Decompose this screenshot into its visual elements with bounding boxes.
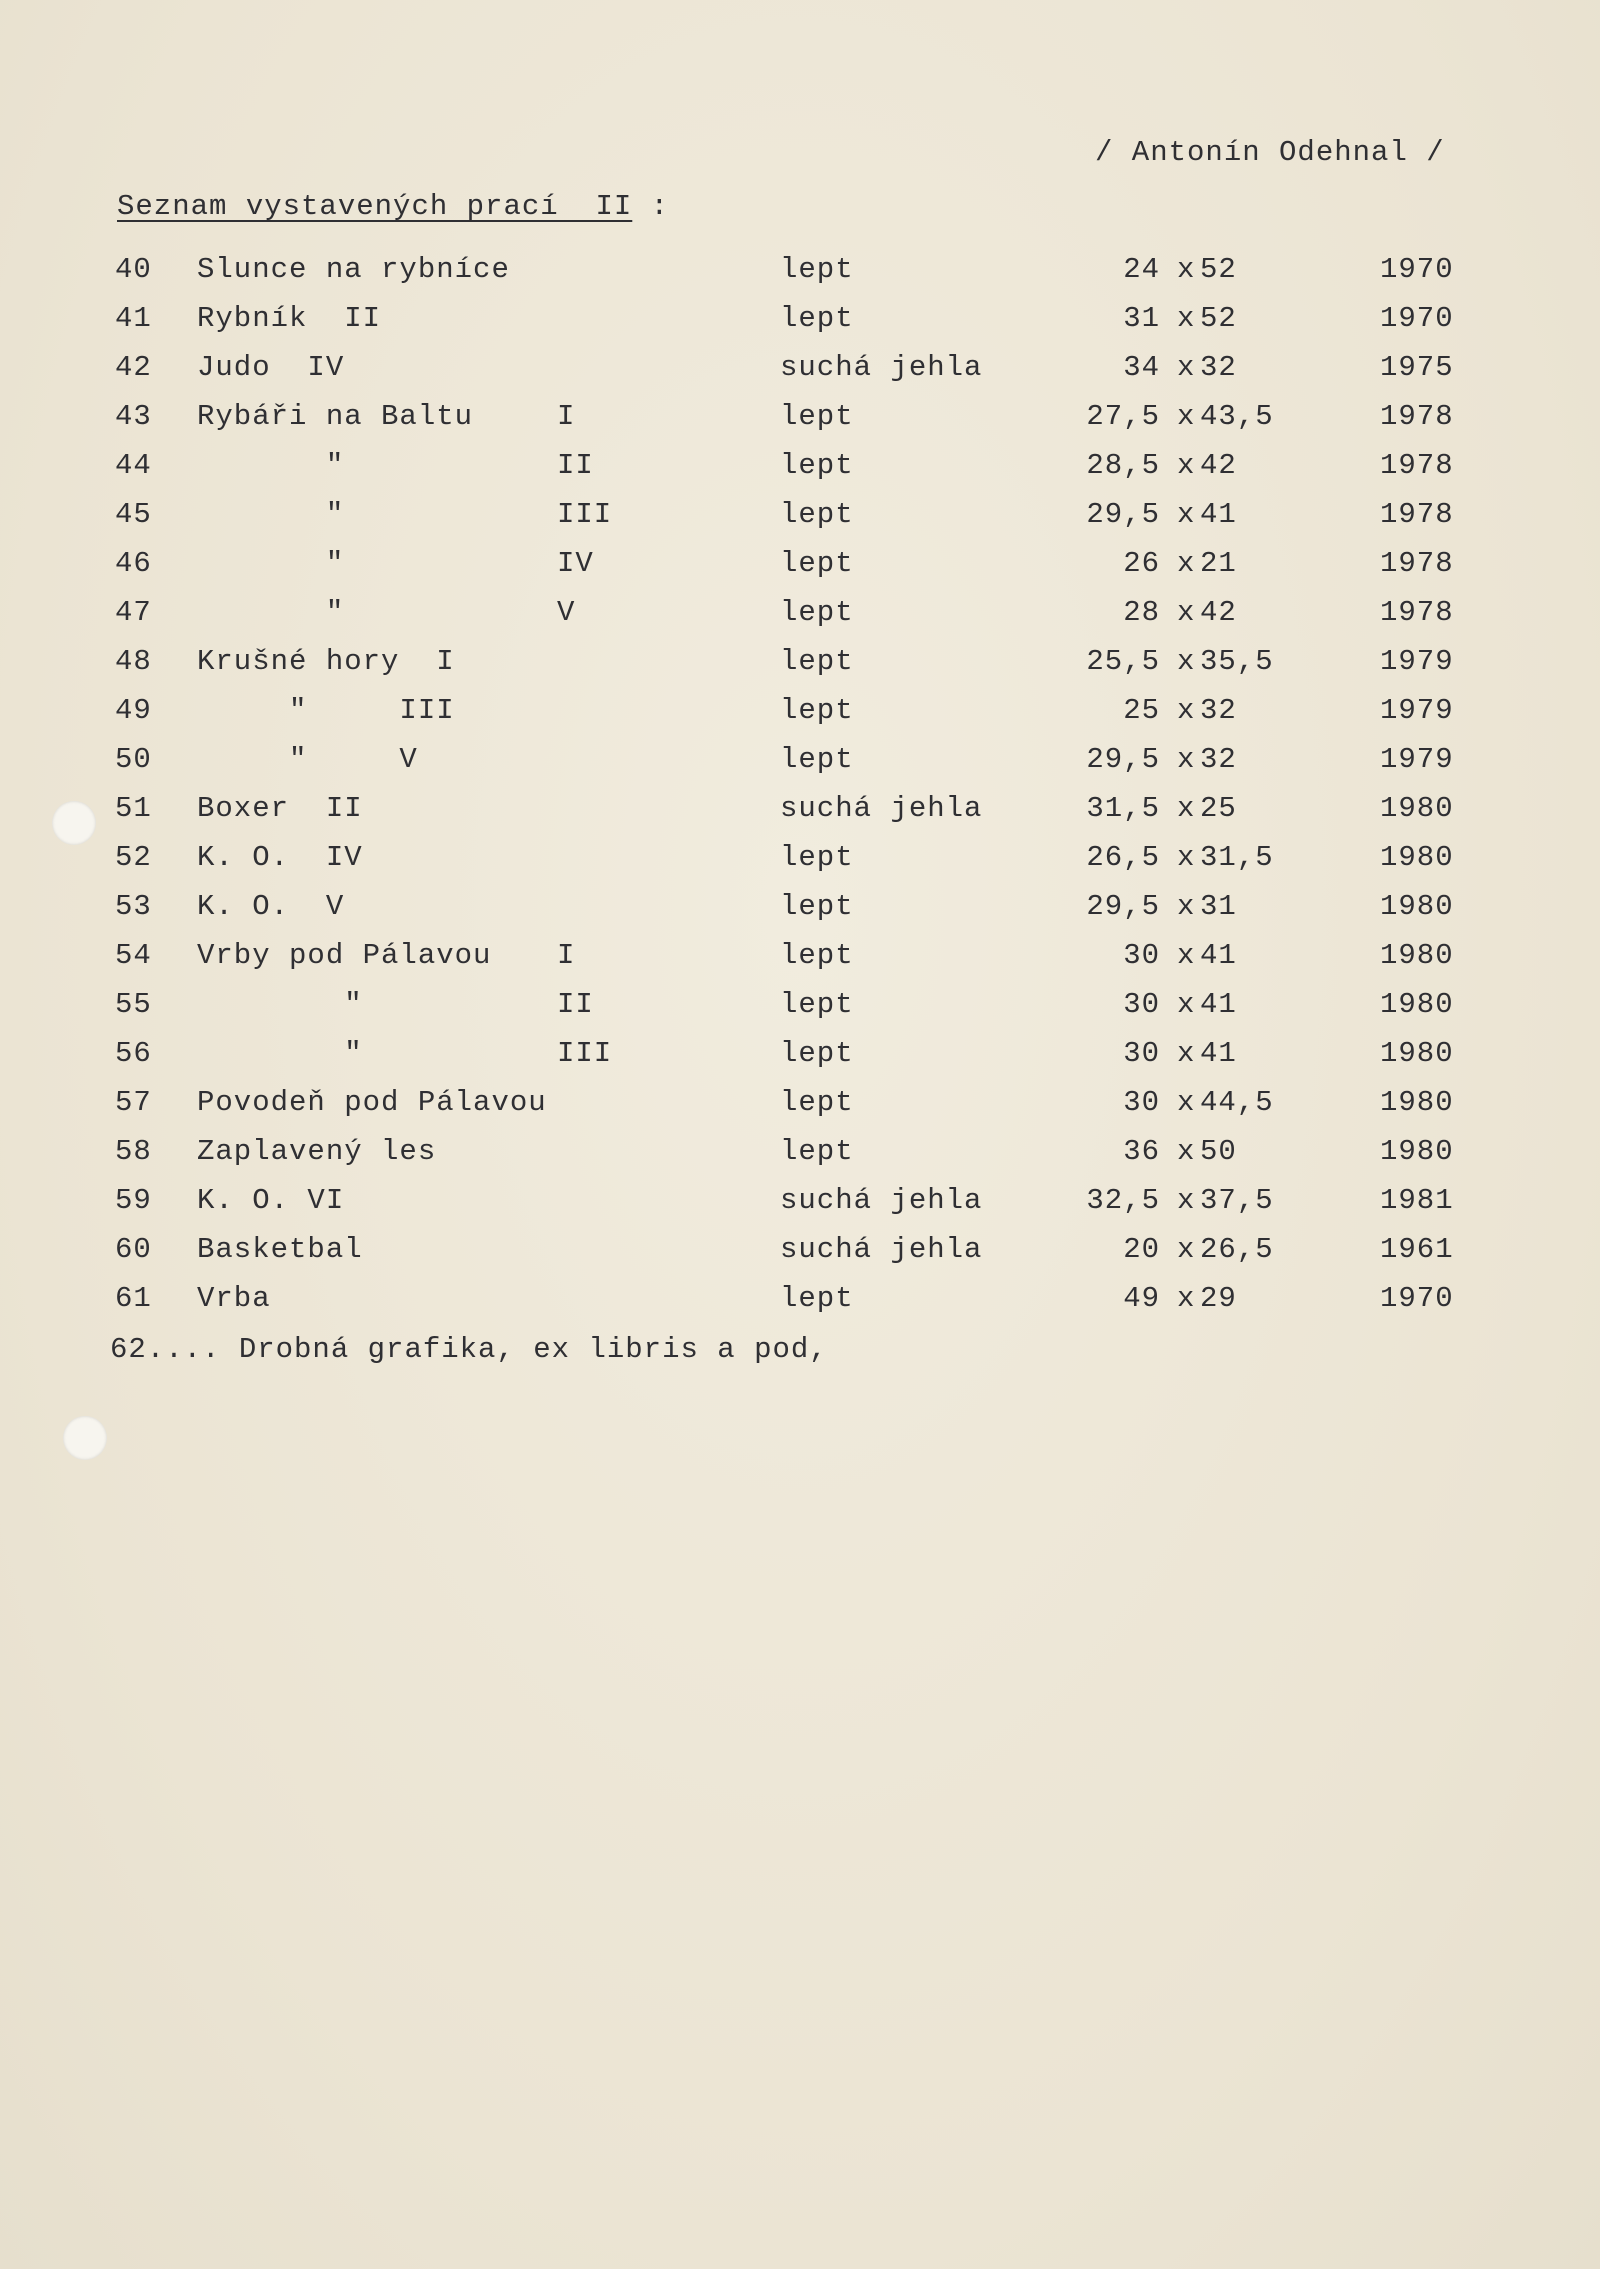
list-item — [0, 645, 1600, 685]
list-item — [0, 1282, 1600, 1322]
item-number: 50 — [115, 743, 152, 776]
item-dimension-separator: x — [1177, 253, 1196, 286]
item-width: 28 — [1123, 596, 1160, 629]
item-title: " V — [197, 743, 418, 776]
item-number: 44 — [115, 449, 152, 482]
item-height: 52 — [1200, 253, 1237, 286]
item-technique: lept — [780, 253, 854, 286]
item-part: I — [557, 400, 576, 433]
item-year: 1978 — [1380, 400, 1454, 433]
item-number: 54 — [115, 939, 152, 972]
item-dimension-separator: x — [1177, 596, 1196, 629]
item-height: 37,5 — [1200, 1184, 1274, 1217]
list-heading-suffix: : — [632, 190, 670, 223]
item-width: 29,5 — [1086, 743, 1160, 776]
item-height: 41 — [1200, 939, 1237, 972]
item-title: K. O. VI — [197, 1184, 345, 1217]
item-technique: lept — [780, 939, 854, 972]
item-number: 60 — [115, 1233, 152, 1266]
item-dimension-separator: x — [1177, 302, 1196, 335]
item-height: 25 — [1200, 792, 1237, 825]
item-title: " — [197, 1037, 363, 1070]
item-year: 1961 — [1380, 1233, 1454, 1266]
item-year: 1980 — [1380, 1086, 1454, 1119]
item-title: Rybáři na Baltu — [197, 400, 474, 433]
item-part: I — [557, 939, 576, 972]
author-name: / Antonín Odehnal / — [1095, 136, 1445, 169]
item-height: 43,5 — [1200, 400, 1274, 433]
item-height: 41 — [1200, 1037, 1237, 1070]
item-number: 46 — [115, 547, 152, 580]
list-item — [0, 302, 1600, 342]
item-year: 1978 — [1380, 498, 1454, 531]
item-width: 26,5 — [1086, 841, 1160, 874]
item-title: " — [197, 596, 345, 629]
item-dimension-separator: x — [1177, 400, 1196, 433]
item-width: 49 — [1123, 1282, 1160, 1315]
list-item — [0, 890, 1600, 930]
item-width: 32,5 — [1086, 1184, 1160, 1217]
item-height: 21 — [1200, 547, 1237, 580]
item-dimension-separator: x — [1177, 841, 1196, 874]
item-technique: suchá jehla — [780, 792, 983, 825]
item-part: II — [557, 449, 594, 482]
item-technique: lept — [780, 1086, 854, 1119]
item-year: 1975 — [1380, 351, 1454, 384]
item-technique: lept — [780, 596, 854, 629]
list-heading-title: Seznam vystavených prací II — [117, 190, 633, 223]
item-title: Rybník II — [197, 302, 382, 335]
item-number: 41 — [115, 302, 152, 335]
item-dimension-separator: x — [1177, 1037, 1196, 1070]
item-dimension-separator: x — [1177, 694, 1196, 727]
item-technique: lept — [780, 1282, 854, 1315]
item-width: 20 — [1123, 1233, 1160, 1266]
item-year: 1978 — [1380, 449, 1454, 482]
item-height: 41 — [1200, 988, 1237, 1021]
item-width: 25,5 — [1086, 645, 1160, 678]
list-heading — [117, 190, 669, 223]
item-part: II — [557, 988, 594, 1021]
item-title: Zaplavený les — [197, 1135, 437, 1168]
item-width: 28,5 — [1086, 449, 1160, 482]
item-title: " — [197, 498, 345, 531]
list-footer-note: 62.... Drobná grafika, ex libris a pod, — [110, 1333, 828, 1366]
list-item — [0, 694, 1600, 734]
item-width: 29,5 — [1086, 890, 1160, 923]
item-height: 31 — [1200, 890, 1237, 923]
item-height: 50 — [1200, 1135, 1237, 1168]
item-title: " — [197, 988, 363, 1021]
list-item — [0, 792, 1600, 832]
item-width: 34 — [1123, 351, 1160, 384]
item-number: 49 — [115, 694, 152, 727]
item-title: " III — [197, 694, 455, 727]
item-technique: lept — [780, 1037, 854, 1070]
item-part: V — [557, 596, 576, 629]
item-title: Povodeň pod Pálavou — [197, 1086, 547, 1119]
item-title: " — [197, 547, 345, 580]
item-number: 57 — [115, 1086, 152, 1119]
item-title: Vrby pod Pálavou — [197, 939, 492, 972]
item-number: 42 — [115, 351, 152, 384]
item-height: 52 — [1200, 302, 1237, 335]
item-year: 1980 — [1380, 1037, 1454, 1070]
item-technique: lept — [780, 743, 854, 776]
item-technique: lept — [780, 841, 854, 874]
item-technique: lept — [780, 302, 854, 335]
item-dimension-separator: x — [1177, 792, 1196, 825]
item-number: 61 — [115, 1282, 152, 1315]
list-item — [0, 1037, 1600, 1077]
item-title: Judo IV — [197, 351, 345, 384]
item-width: 30 — [1123, 939, 1160, 972]
item-year: 1978 — [1380, 547, 1454, 580]
item-title: K. O. IV — [197, 841, 363, 874]
item-number: 56 — [115, 1037, 152, 1070]
item-year: 1970 — [1380, 1282, 1454, 1315]
item-width: 24 — [1123, 253, 1160, 286]
item-year: 1978 — [1380, 596, 1454, 629]
item-title: Vrba — [197, 1282, 271, 1315]
item-width: 26 — [1123, 547, 1160, 580]
item-width: 30 — [1123, 988, 1160, 1021]
item-number: 43 — [115, 400, 152, 433]
item-height: 41 — [1200, 498, 1237, 531]
item-title: Basketbal — [197, 1233, 363, 1266]
item-number: 48 — [115, 645, 152, 678]
item-dimension-separator: x — [1177, 1086, 1196, 1119]
item-year: 1980 — [1380, 841, 1454, 874]
list-item — [0, 841, 1600, 881]
item-technique: lept — [780, 1135, 854, 1168]
item-year: 1979 — [1380, 645, 1454, 678]
item-title: Krušné hory I — [197, 645, 455, 678]
item-year: 1980 — [1380, 988, 1454, 1021]
list-item — [0, 743, 1600, 783]
list-item — [0, 253, 1600, 293]
item-part: III — [557, 498, 613, 531]
item-height: 31,5 — [1200, 841, 1274, 874]
item-width: 25 — [1123, 694, 1160, 727]
item-technique: lept — [780, 694, 854, 727]
item-number: 58 — [115, 1135, 152, 1168]
list-item — [0, 988, 1600, 1028]
list-item — [0, 351, 1600, 391]
item-number: 59 — [115, 1184, 152, 1217]
item-width: 30 — [1123, 1086, 1160, 1119]
item-part: III — [557, 1037, 613, 1070]
item-technique: lept — [780, 449, 854, 482]
item-dimension-separator: x — [1177, 1135, 1196, 1168]
list-item — [0, 1184, 1600, 1224]
item-height: 29 — [1200, 1282, 1237, 1315]
item-dimension-separator: x — [1177, 645, 1196, 678]
item-height: 32 — [1200, 351, 1237, 384]
item-technique: lept — [780, 890, 854, 923]
item-number: 53 — [115, 890, 152, 923]
item-year: 1980 — [1380, 792, 1454, 825]
item-title: K. O. V — [197, 890, 345, 923]
list-item — [0, 498, 1600, 538]
item-year: 1970 — [1380, 302, 1454, 335]
item-height: 32 — [1200, 743, 1237, 776]
item-title: Boxer II — [197, 792, 363, 825]
item-dimension-separator: x — [1177, 890, 1196, 923]
item-technique: lept — [780, 547, 854, 580]
item-height: 42 — [1200, 596, 1237, 629]
list-item — [0, 400, 1600, 440]
item-year: 1979 — [1380, 694, 1454, 727]
item-height: 44,5 — [1200, 1086, 1274, 1119]
item-number: 47 — [115, 596, 152, 629]
item-year: 1980 — [1380, 939, 1454, 972]
list-item — [0, 1135, 1600, 1175]
item-year: 1981 — [1380, 1184, 1454, 1217]
item-width: 27,5 — [1086, 400, 1160, 433]
item-width: 36 — [1123, 1135, 1160, 1168]
item-dimension-separator: x — [1177, 988, 1196, 1021]
item-year: 1970 — [1380, 253, 1454, 286]
item-technique: suchá jehla — [780, 351, 983, 384]
item-title: " — [197, 449, 345, 482]
item-dimension-separator: x — [1177, 449, 1196, 482]
item-technique: suchá jehla — [780, 1233, 983, 1266]
list-item — [0, 1233, 1600, 1273]
item-technique: suchá jehla — [780, 1184, 983, 1217]
item-dimension-separator: x — [1177, 498, 1196, 531]
item-title: Slunce na rybníce — [197, 253, 510, 286]
item-width: 31 — [1123, 302, 1160, 335]
item-year: 1979 — [1380, 743, 1454, 776]
punch-hole — [63, 1416, 107, 1460]
item-height: 26,5 — [1200, 1233, 1274, 1266]
item-dimension-separator: x — [1177, 351, 1196, 384]
item-dimension-separator: x — [1177, 743, 1196, 776]
item-dimension-separator: x — [1177, 939, 1196, 972]
item-width: 29,5 — [1086, 498, 1160, 531]
item-technique: lept — [780, 498, 854, 531]
item-number: 51 — [115, 792, 152, 825]
item-number: 55 — [115, 988, 152, 1021]
item-part: IV — [557, 547, 594, 580]
list-item — [0, 1086, 1600, 1126]
list-item — [0, 449, 1600, 489]
list-item — [0, 596, 1600, 636]
item-year: 1980 — [1380, 890, 1454, 923]
item-technique: lept — [780, 645, 854, 678]
item-number: 45 — [115, 498, 152, 531]
item-technique: lept — [780, 400, 854, 433]
item-number: 40 — [115, 253, 152, 286]
item-height: 42 — [1200, 449, 1237, 482]
item-technique: lept — [780, 988, 854, 1021]
item-height: 35,5 — [1200, 645, 1274, 678]
item-year: 1980 — [1380, 1135, 1454, 1168]
item-width: 30 — [1123, 1037, 1160, 1070]
list-item — [0, 939, 1600, 979]
item-width: 31,5 — [1086, 792, 1160, 825]
item-number: 52 — [115, 841, 152, 874]
item-dimension-separator: x — [1177, 1184, 1196, 1217]
list-item — [0, 547, 1600, 587]
item-dimension-separator: x — [1177, 547, 1196, 580]
item-dimension-separator: x — [1177, 1282, 1196, 1315]
item-height: 32 — [1200, 694, 1237, 727]
item-dimension-separator: x — [1177, 1233, 1196, 1266]
